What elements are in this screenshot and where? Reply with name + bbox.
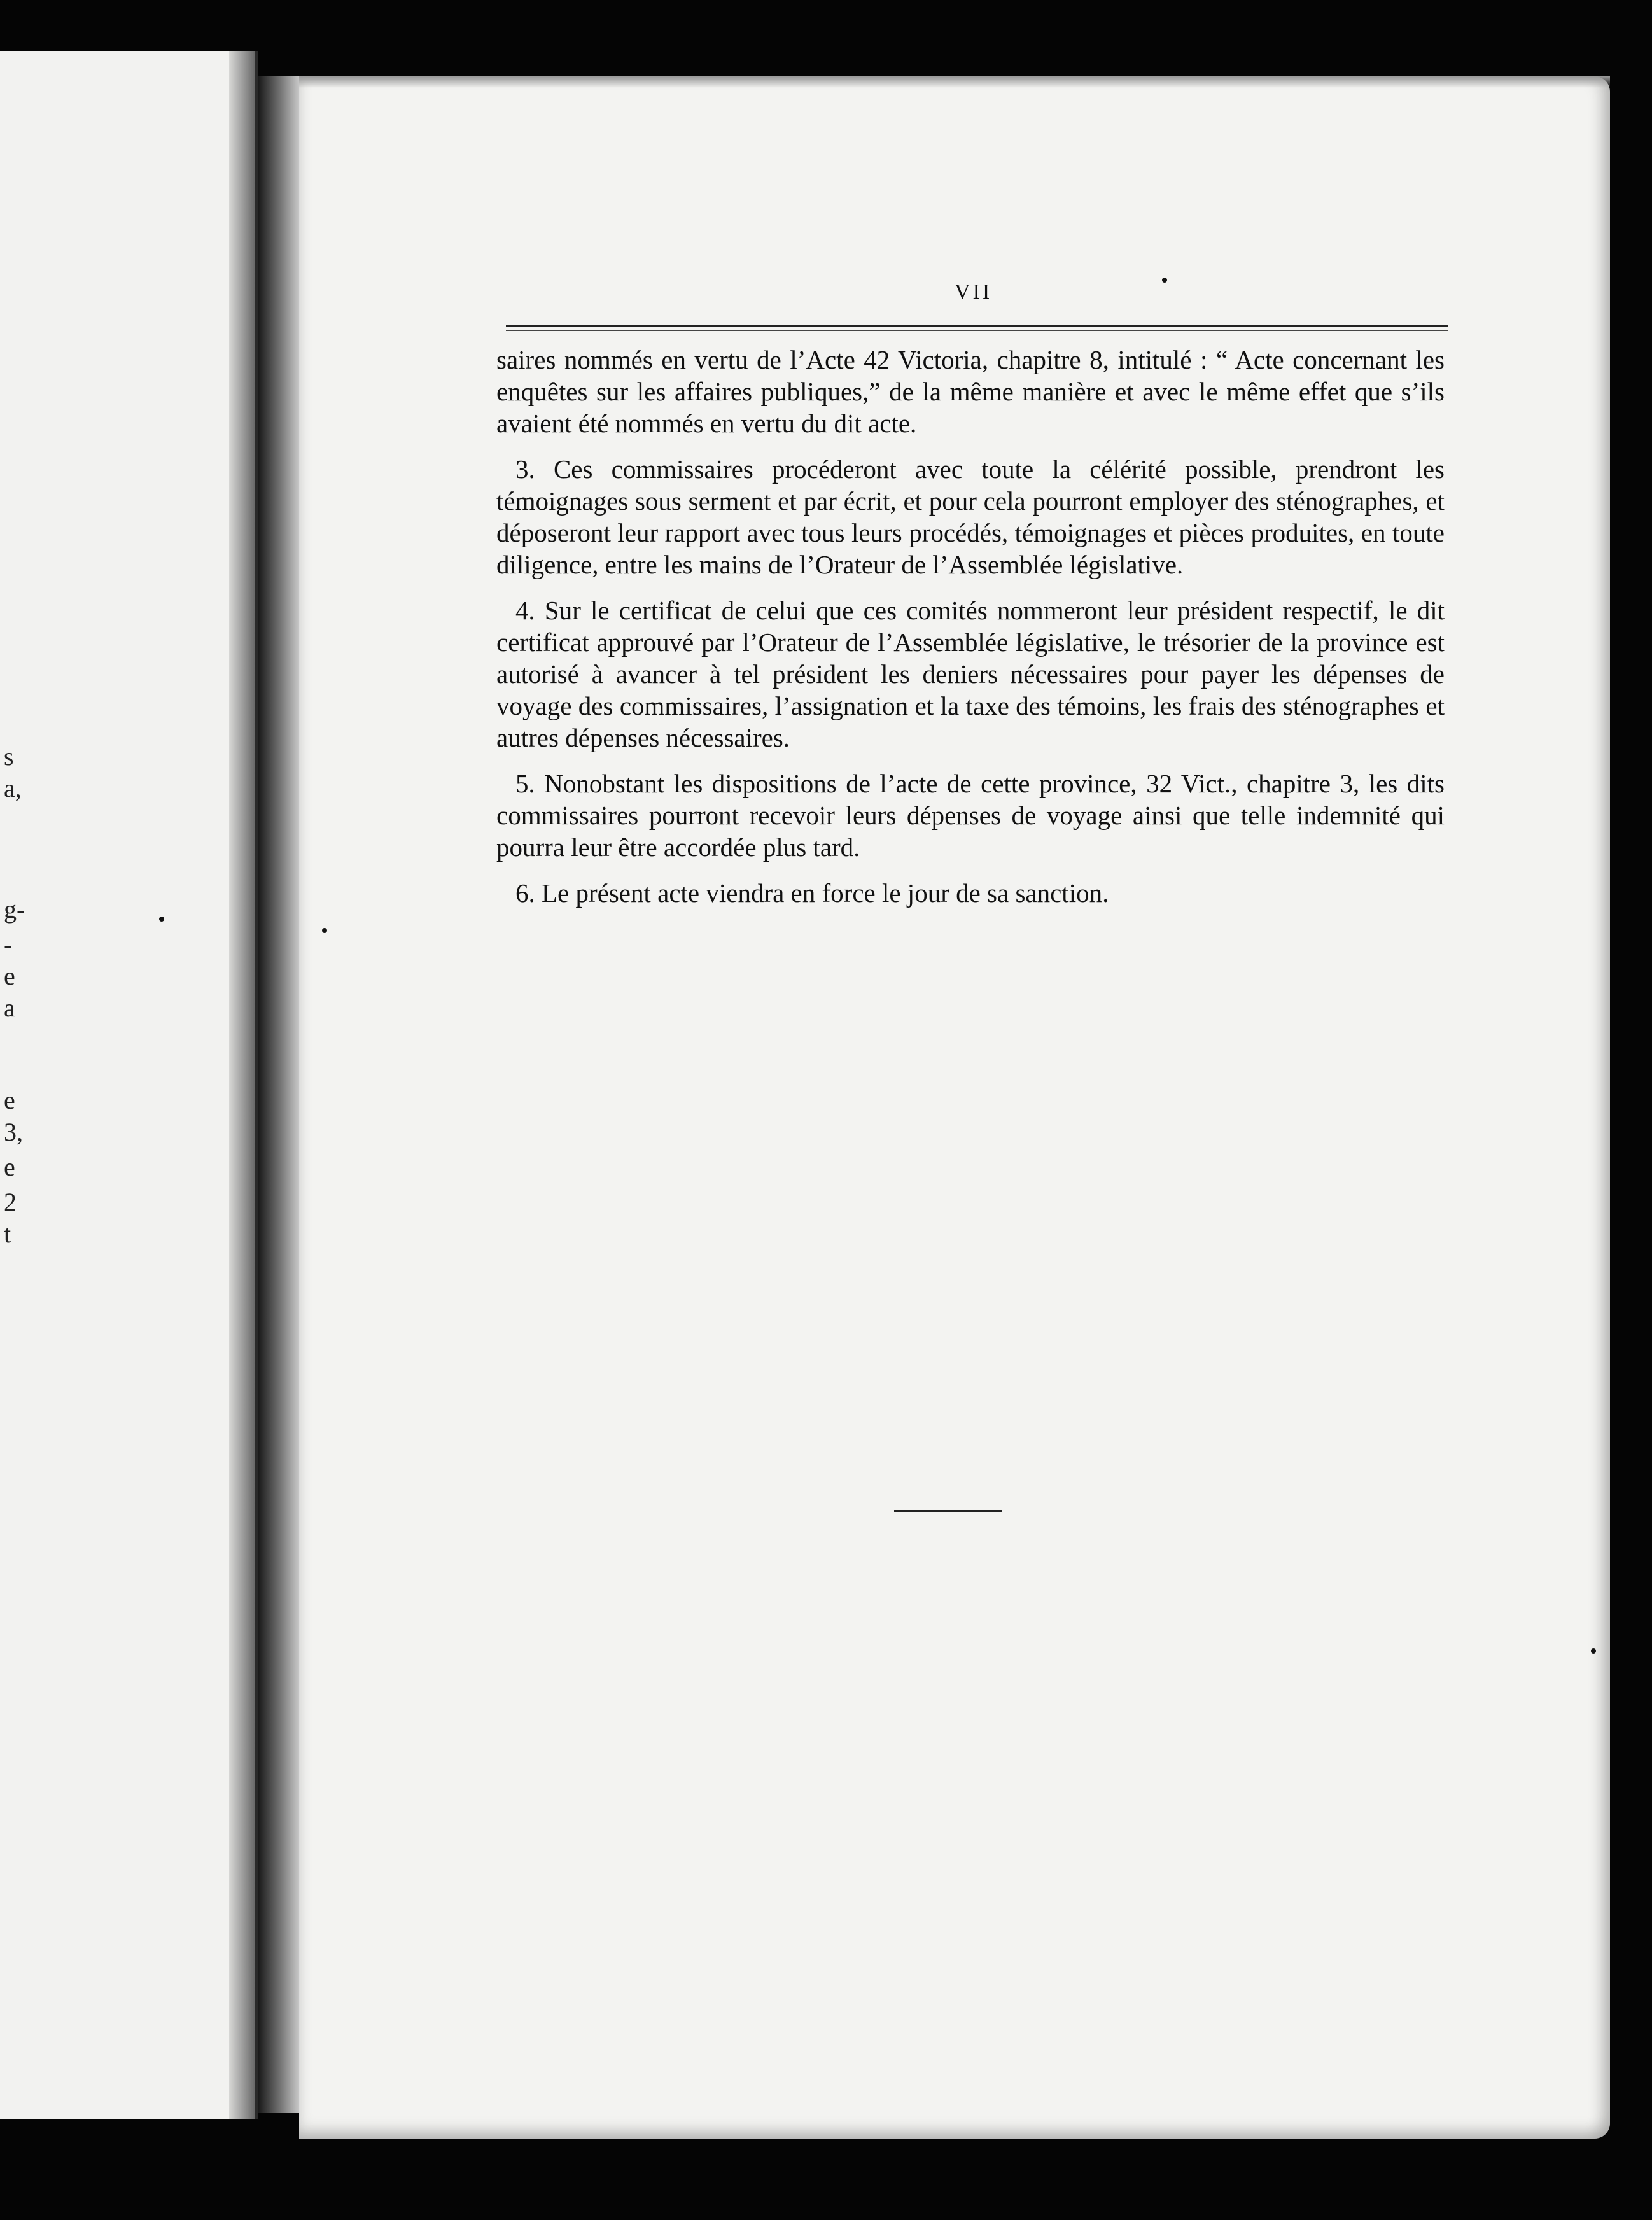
margin-char: 3,	[4, 1118, 23, 1146]
paragraph-continuation: saires nommés en vertu de l’Acte 42 Victoria, chapitre 8, intitulé : “ Acte concernant les enquêtes sur les affaires publiques,” de la même manière et avec le même effet que s’ils avaient été nommés en vertu du dit acte.	[496, 345, 1445, 438]
header-rule	[506, 325, 1448, 327]
margin-char: a	[4, 994, 15, 1022]
header-rule-second	[506, 330, 1448, 331]
speck	[322, 928, 327, 933]
facing-page-margin-text	[0, 51, 25, 2119]
facing-page-gutter	[229, 51, 255, 2119]
speck	[159, 917, 164, 922]
facing-page	[0, 51, 258, 2119]
paragraph-section-4: 4. Sur le certificat de celui que ces comités nommeront leur président respectif, le dit certificat approuvé par l’Orateur de l’Assemblée législative, le trésorier de la province est autorisé à avancer à tel président les deniers nécessaires pour payer les dépenses de voyage des commissaires, l’assignation et la taxe des témoins, les frais des sténographes et autres dépenses nécessaires.	[496, 596, 1445, 752]
closing-rule	[894, 1510, 1002, 1512]
paragraph-section-5: 5. Nonobstant les dispositions de l’acte de cette province, 32 Vict., chapitre 3, les dits commissaires pourront recevoir leurs dépenses de voyage ainsi que telle indemnité qui pourra leur être accordée plus tard.	[496, 769, 1445, 862]
paragraph-section-3: 3. Ces commissaires procéderont avec toute la célérité possible, prendront les témoignages sous serment et par écrit, et pour cela pourront employer des sténographes, et déposeront leur rapport avec tous leurs procédés, témoignages et pièces produites, en toute diligence, entre les mains de l’Orateur de l’Assemblée législative.	[496, 454, 1445, 579]
margin-char: -	[4, 930, 13, 959]
page-number: VII	[955, 280, 993, 304]
speck	[1591, 1648, 1596, 1654]
margin-char: t	[4, 1219, 11, 1248]
margin-char: g-	[4, 895, 25, 924]
page-body	[496, 344, 1445, 923]
margin-char: e	[4, 1153, 15, 1181]
paragraph-section-6: 6. Le présent acte viendra en force le jour de sa sanction.	[515, 878, 1109, 908]
margin-char: s	[4, 742, 14, 771]
margin-char: e	[4, 1086, 15, 1114]
speck	[1162, 278, 1167, 283]
margin-char: a,	[4, 774, 22, 803]
margin-char: e	[4, 962, 15, 990]
margin-char: 2	[4, 1188, 17, 1216]
